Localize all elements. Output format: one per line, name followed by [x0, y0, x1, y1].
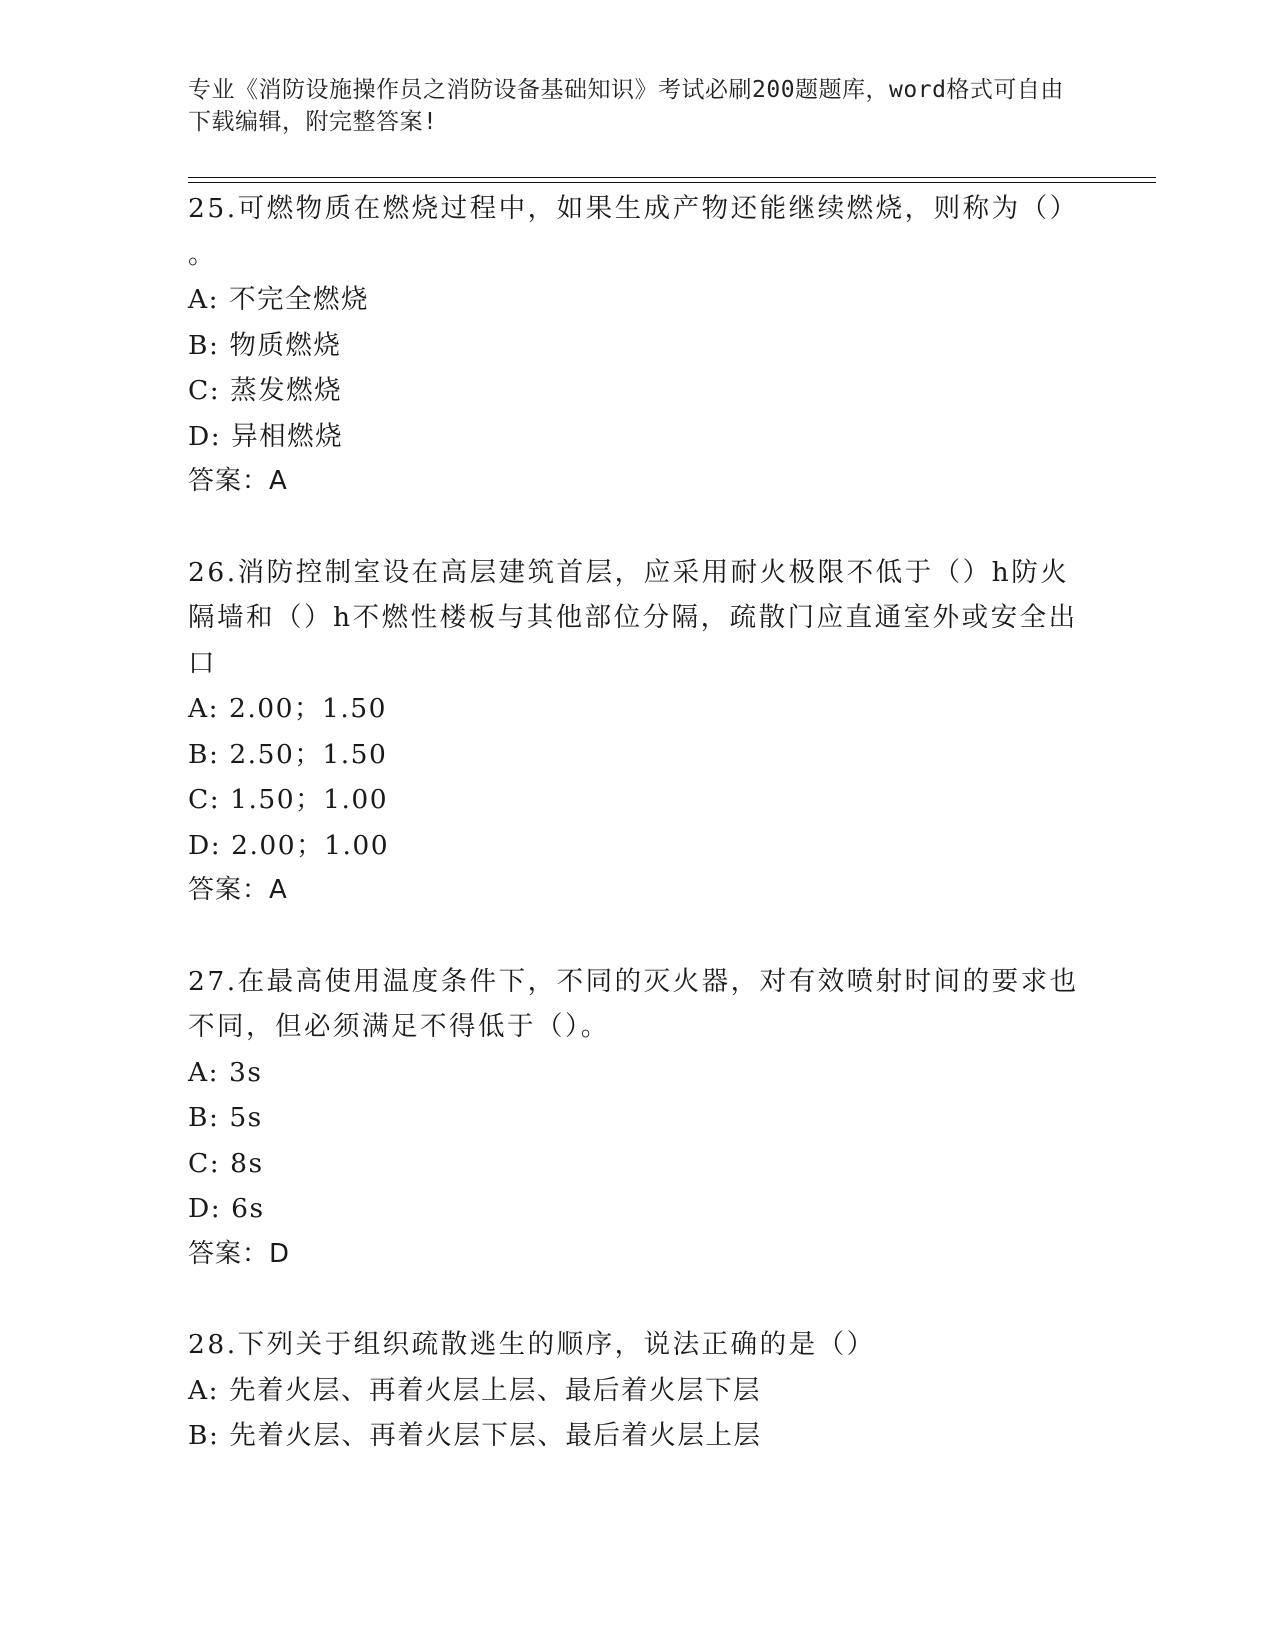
question-spacer: [188, 1277, 1088, 1322]
option-a: A: 3s: [188, 1056, 263, 1088]
option-a: A: 先着火层、再着火层上层、最后着火层下层: [188, 1374, 761, 1406]
option-b: B: 物质燃烧: [188, 329, 342, 361]
header-divider-bottom: [188, 182, 1156, 183]
option-c: C: 蒸发燃烧: [188, 375, 343, 406]
question-spacer: [188, 914, 1088, 959]
option-c: C: 1.50；1.00: [188, 784, 389, 815]
answer-line: 答案：A: [188, 875, 288, 905]
option-a: A: 2.00；1.50: [188, 693, 387, 724]
answer-line: 答案：A: [188, 466, 288, 496]
question-stem: 25.可燃物质在燃烧过程中，如果生成产物还能继续燃烧，则称为（） 。: [188, 193, 1079, 270]
option-d: D: 异相燃烧: [188, 420, 344, 452]
option-b: B: 先着火层、再着火层下层、最后着火层上层: [188, 1420, 762, 1451]
option-a: A: 不完全燃烧: [188, 284, 369, 315]
option-d: D: 2.00；1.00: [188, 829, 390, 861]
option-d: D: 6s: [188, 1193, 265, 1224]
answer-line: 答案：D: [188, 1238, 291, 1269]
question-stem: 27.在最高使用温度条件下，不同的灭火器，对有效喷射时间的要求也不同，但必须满足不得低于（）。: [188, 965, 1079, 1042]
document-header: 专业《消防设施操作员之消防设备基础知识》考试必刷200题题库，word格式可自由下载编辑，附完整答案!: [188, 77, 1064, 135]
header-divider-top: [188, 177, 1156, 178]
question-25: [188, 186, 1088, 505]
option-b: B: 5s: [188, 1102, 263, 1133]
option-b: B: 2.50；1.50: [188, 738, 388, 770]
question-26: [188, 550, 1088, 914]
question-28: [188, 1322, 1088, 1459]
question-list: [188, 186, 1088, 1459]
question-spacer: [188, 505, 1088, 550]
question-stem: 28.下列关于组织疏散逃生的顺序，说法正确的是（）: [188, 1329, 876, 1360]
option-c: C: 8s: [188, 1147, 264, 1179]
question-stem: 26.消防控制室设在高层建筑首层，应采用耐火极限不低于（）h防火隔墙和（）h不燃性楼板与其他部位分隔，疏散门应直通室外或安全出口: [188, 556, 1078, 679]
question-27: [188, 959, 1088, 1278]
